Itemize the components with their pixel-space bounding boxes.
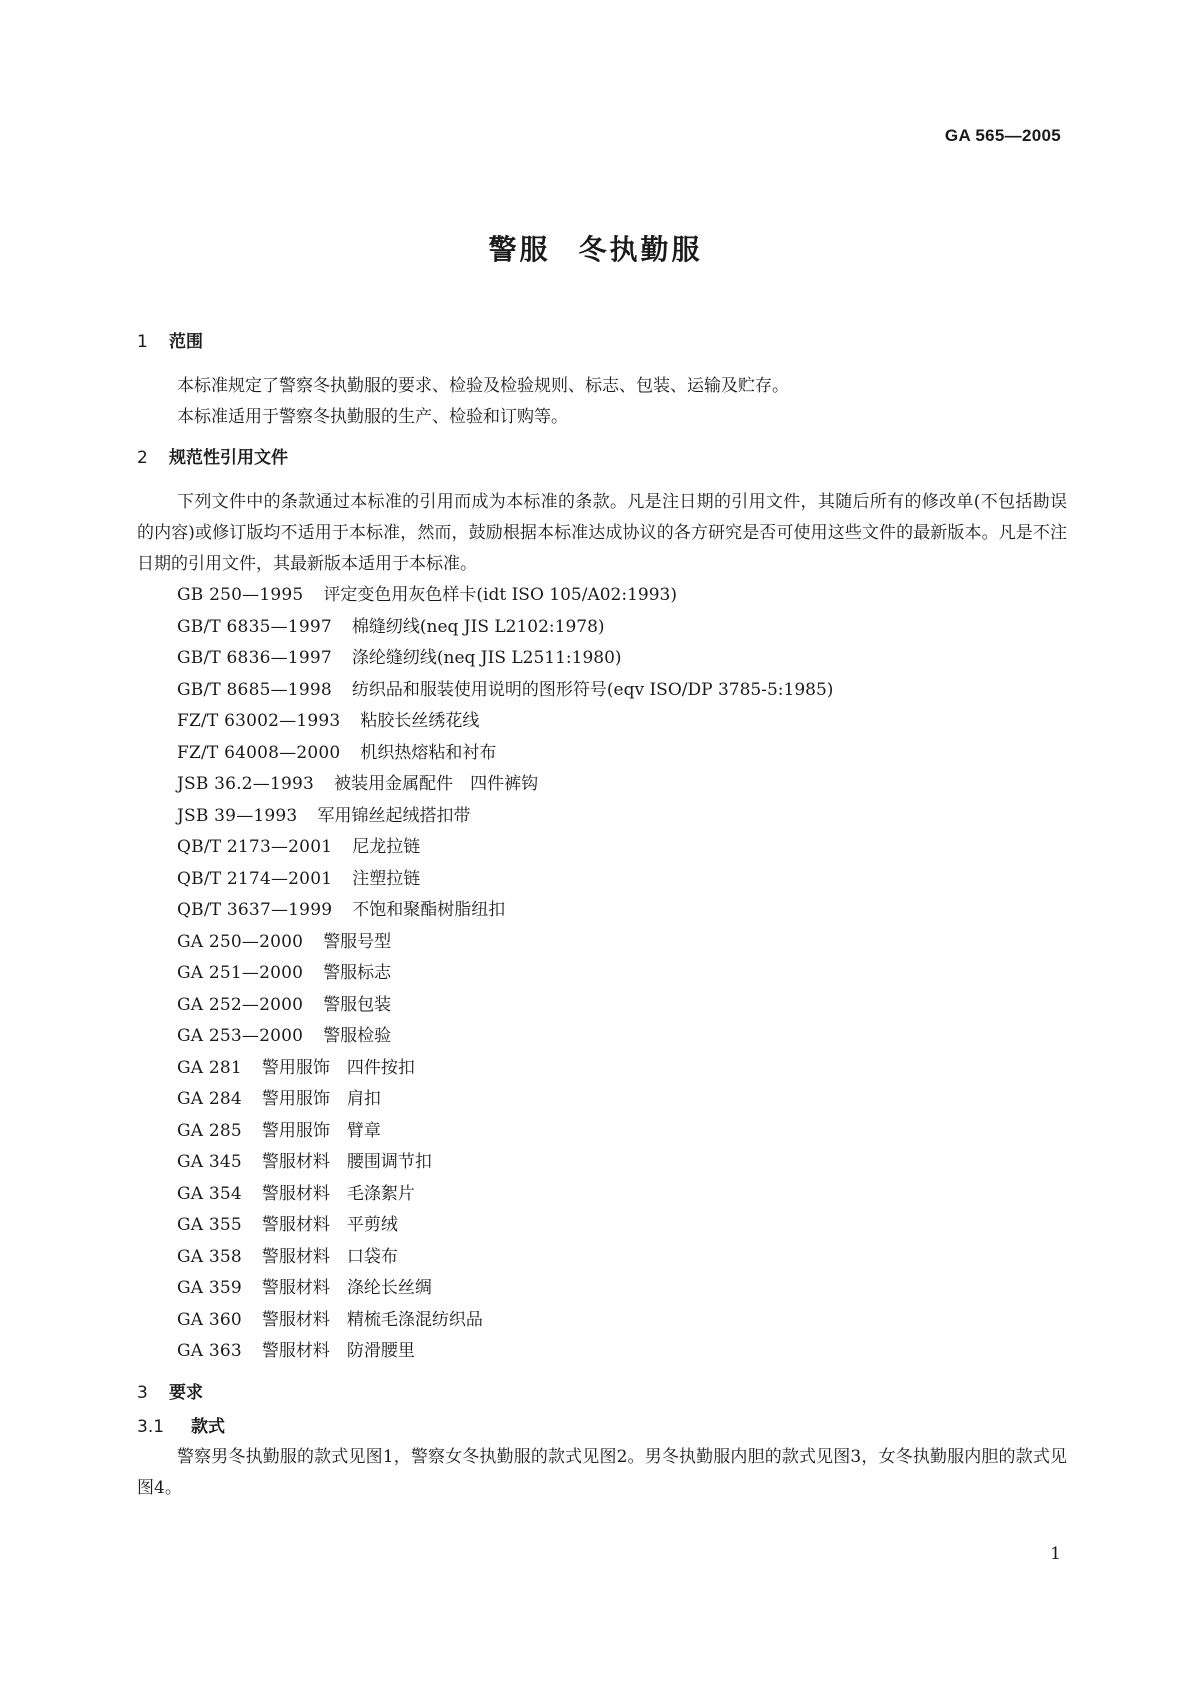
reference-item: [137, 1179, 1067, 1211]
reference-code: FZ/T 63002—1993: [177, 711, 341, 731]
reference-item: [137, 958, 1067, 990]
reference-item: [137, 1273, 1067, 1305]
reference-code: QB/T 2174—2001: [177, 868, 333, 889]
section-number: 2: [137, 448, 148, 468]
document-title-part1: 警服: [488, 233, 551, 266]
reference-item: [137, 1053, 1067, 1085]
reference-code: GA 285: [177, 1120, 242, 1141]
reference-item: [137, 612, 1067, 644]
reference-code: QB/T 3637—1999: [177, 900, 333, 920]
reference-code: GB/T 6835—1997: [177, 616, 332, 637]
reference-item: [137, 832, 1067, 864]
reference-item: [137, 1147, 1067, 1179]
section-1-heading: [137, 327, 1067, 357]
reference-code: GA 358: [177, 1246, 242, 1267]
document-title-part2: 冬执勤服: [578, 233, 703, 266]
reference-title: 警服检验: [323, 1026, 392, 1046]
reference-title: 警服材料 涤纶长丝绸: [261, 1278, 432, 1298]
reference-item: [137, 1084, 1067, 1116]
reference-code: GA 253—2000: [177, 1026, 304, 1046]
paragraph: 警察男冬执勤服的款式见图1，警察女冬执勤服的款式见图2。男冬执勤服内胆的款式见图3，女冬执勤服内胆的款式见图4。: [137, 1446, 1067, 1498]
reference-title: 警用服饰 四件按扣: [261, 1057, 415, 1078]
reference-code: GA 250—2000: [177, 931, 304, 952]
reference-code: GA 345: [177, 1152, 242, 1172]
reference-title: 警服标志: [323, 963, 392, 983]
reference-title: 军用锦丝起绒搭扣带: [317, 805, 471, 826]
reference-code: JSB 39—1993: [177, 805, 298, 826]
reference-code: GA 359: [177, 1278, 242, 1298]
reference-code: GA 354: [177, 1183, 242, 1204]
reference-item: [137, 801, 1067, 833]
paragraph: 本标准规定了警察冬执勤服的要求、检验及检验规则、标志、包装、运输及贮存。: [177, 376, 789, 396]
reference-title: 警服包装: [323, 994, 392, 1015]
section-number: 3.1: [137, 1416, 165, 1437]
reference-code: JSB 36.2—1993: [177, 774, 315, 794]
reference-item: [137, 675, 1067, 707]
reference-title: 纺织品和服装使用说明的图形符号(eqv ISO/DP 3785-5:1985): [351, 679, 834, 700]
reference-item: [137, 1116, 1067, 1148]
reference-title: 棉缝纫线(neq JIS L2102:1978): [351, 616, 605, 637]
reference-title: 被装用金属配件 四件裤钩: [334, 774, 539, 794]
reference-item: [137, 1021, 1067, 1053]
reference-title: 警服材料 腰围调节扣: [261, 1152, 432, 1172]
reference-code: GB/T 6836—1997: [177, 648, 332, 668]
reference-code: GB/T 8685—1998: [177, 679, 332, 700]
section-title: 规范性引用文件: [169, 448, 288, 468]
reference-code: GA 252—2000: [177, 994, 304, 1015]
reference-item: [137, 927, 1067, 959]
reference-item: [137, 1336, 1067, 1368]
reference-code: GA 355: [177, 1215, 242, 1235]
reference-title: 警用服饰 臂章: [261, 1120, 381, 1141]
reference-title: 警服材料 毛涤絮片: [261, 1183, 415, 1204]
reference-item: [137, 1305, 1067, 1337]
reference-item: [137, 1242, 1067, 1274]
section-title: 要求: [169, 1382, 203, 1403]
section-number: 1: [137, 332, 148, 352]
section-number: 3: [137, 1382, 148, 1403]
reference-code: GA 284: [177, 1089, 242, 1109]
reference-title: 警用服饰 肩扣: [261, 1089, 381, 1109]
section-3-1-heading: [137, 1412, 1067, 1442]
reference-title: 警服号型: [323, 931, 392, 952]
reference-title: 粘胶长丝绣花线: [360, 711, 480, 731]
page-number: 1: [1050, 1544, 1061, 1564]
reference-code: FZ/T 64008—2000: [177, 742, 341, 763]
section-3-heading: [137, 1378, 1067, 1408]
reference-code: GA 251—2000: [177, 963, 304, 983]
reference-title: 警服材料 防滑腰里: [261, 1341, 415, 1361]
reference-title: 尼龙拉链: [352, 837, 421, 857]
reference-code: GA 360: [177, 1309, 242, 1330]
section-title: 款式: [191, 1416, 225, 1437]
reference-item: [137, 864, 1067, 896]
document-title: [0, 228, 1191, 268]
reference-code: QB/T 2173—2001: [177, 837, 333, 857]
section-2-heading: [137, 443, 1067, 473]
reference-title: 注塑拉链: [352, 868, 421, 889]
reference-title: 评定变色用灰色样卡(idt ISO 105/A02:1993): [323, 585, 677, 605]
document-body: [137, 327, 1067, 1504]
reference-code: GB 250—1995: [177, 585, 304, 605]
reference-item: [137, 643, 1067, 675]
standard-code: GA 565—2005: [944, 126, 1061, 145]
reference-title: 不饱和聚酯树脂纽扣: [352, 900, 506, 920]
reference-item: [137, 895, 1067, 927]
reference-title: 警服材料 平剪绒: [261, 1215, 398, 1235]
paragraph: 本标准适用于警察冬执勤服的生产、检验和订购等。: [177, 407, 568, 427]
reference-title: 警服材料 精梳毛涤混纺织品: [261, 1309, 483, 1330]
reference-title: 警服材料 口袋布: [261, 1246, 398, 1267]
reference-title: 机织热熔粘和衬布: [360, 742, 497, 763]
reference-list: [137, 580, 1067, 1368]
section-title: 范围: [169, 332, 203, 352]
reference-code: GA 281: [177, 1057, 242, 1078]
reference-item: [137, 769, 1067, 801]
references-intro: 下列文件中的条款通过本标准的引用而成为本标准的条款。凡是注日期的引用文件，其随后所有的修改单(不包括勘误的内容)或修订版均不适用于本标准，然而，鼓励根据本标准达成协议的各方研究是否可使用这些文件的最新版本。凡是不注日期的引用文件，其最新版本适用于本标准。: [137, 492, 1067, 574]
reference-item: [137, 738, 1067, 770]
reference-item: [137, 990, 1067, 1022]
reference-code: GA 363: [177, 1341, 242, 1361]
reference-item: [137, 580, 1067, 612]
reference-title: 涤纶缝纫线(neq JIS L2511:1980): [351, 648, 622, 668]
reference-item: [137, 706, 1067, 738]
reference-item: [137, 1210, 1067, 1242]
